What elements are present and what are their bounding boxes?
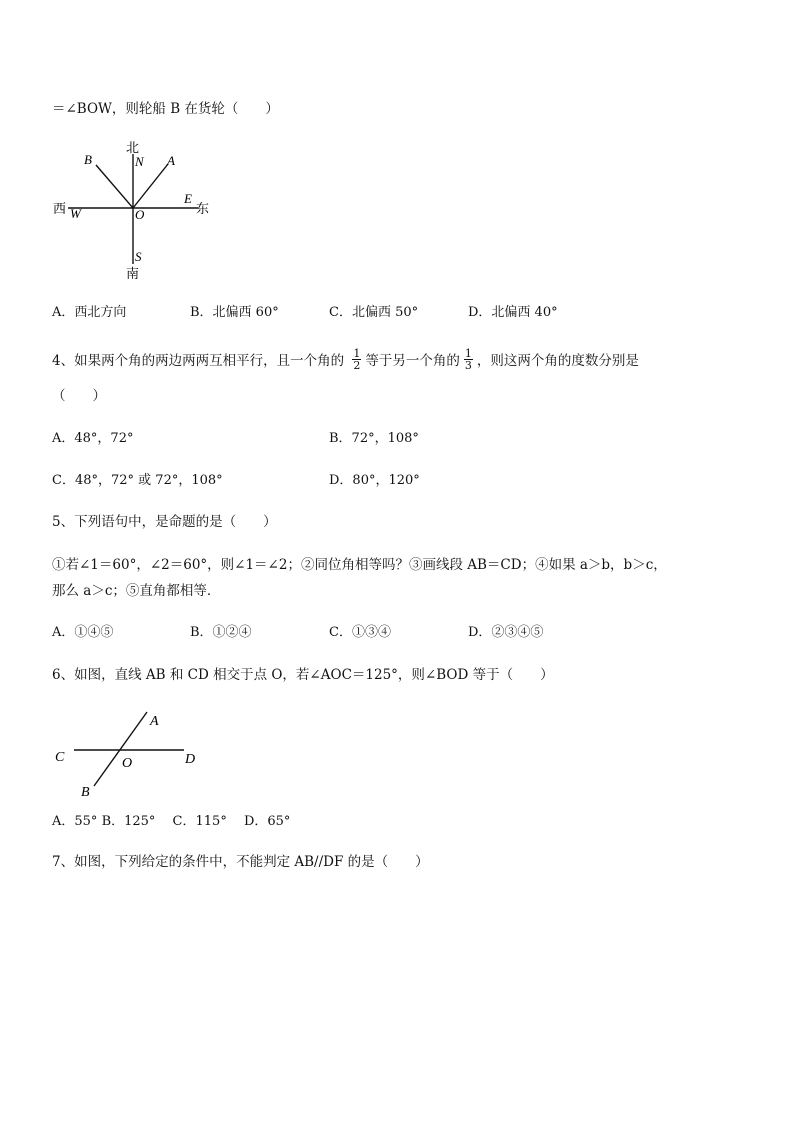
label-a: A [150, 714, 159, 729]
q5-statements-line2: 那么 a＞c；⑤直角都相等． [52, 583, 221, 599]
label-n: N [135, 154, 144, 169]
q4-option-d[interactable]: D．80°，120° [329, 473, 420, 488]
east-label: 东 [196, 202, 210, 217]
q3-option-a[interactable]: A．西北方向 [52, 305, 127, 320]
q5-stem: 5、下列语句中，是命题的是（ ） [52, 514, 277, 530]
q6-options[interactable]: A．55° B．125° C．115° D．65° [52, 814, 291, 829]
q4-frac1-den: 2 [353, 359, 361, 372]
q4-middle: 等于另一个角的 [365, 353, 460, 369]
q4-option-b[interactable]: B．72°，108° [329, 431, 419, 446]
q4-frac2-den: 3 [464, 359, 472, 372]
label-e: E [184, 191, 192, 206]
q3-option-b[interactable]: B．北偏西 60° [190, 305, 279, 320]
q7-stem: 7、如图，下列给定的条件中，不能判定 AB//DF 的是（ ） [52, 854, 429, 870]
south-label: 南 [126, 267, 140, 282]
label-d: D [185, 752, 196, 767]
q5-option-d[interactable]: D．②③④⑤ [468, 625, 544, 640]
q4-prefix: 4、如果两个角的两边两两互相平行，且一个角的 [52, 353, 345, 369]
label-o: O [135, 207, 145, 222]
q5-option-a[interactable]: A．①④⑤ [52, 625, 114, 640]
q4-stem [52, 347, 639, 373]
q5-option-c[interactable]: C．①③④ [329, 625, 391, 640]
q4-paren: （ ） [52, 388, 106, 404]
label-b: B [84, 152, 92, 167]
q4-suffix: ，则这两个角的度数分别是 [476, 353, 639, 369]
label-b: B [81, 785, 90, 800]
q4-frac2-num: 1 [464, 347, 472, 360]
west-label: 西 [53, 202, 67, 217]
q3-option-c[interactable]: C．北偏西 50° [329, 305, 419, 320]
q4-frac1-num: 1 [353, 347, 361, 360]
q4-fraction-third [464, 348, 473, 371]
compass-diagram [50, 138, 230, 283]
label-o: O [122, 756, 133, 771]
q4-fraction-half [352, 348, 361, 371]
q3-option-d[interactable]: D．北偏西 40° [468, 305, 558, 320]
q6-stem: 6、如图，直线 AB 和 CD 相交于点 O，若∠AOC＝125°，则∠BOD 等于（ ） [52, 667, 554, 683]
label-w: W [70, 206, 81, 221]
label-a: A [167, 153, 175, 168]
q4-option-c[interactable]: C．48°，72° 或 72°，108° [52, 473, 223, 488]
label-s: S [135, 249, 142, 264]
q3-stem: ＝∠BOW，则轮船 B 在货轮（ ） [52, 101, 279, 117]
north-label: 北 [126, 141, 140, 156]
label-c: C [55, 750, 65, 765]
intersecting-lines-diagram [50, 708, 220, 803]
q5-statements-line1: ①若∠1＝60°，∠2＝60°，则∠1＝∠2；②同位角相等吗？③画线段 AB＝CD；④如果 a＞b，b＞c， [52, 557, 667, 573]
q4-option-a[interactable]: A．48°，72° [52, 431, 134, 446]
q5-option-b[interactable]: B．①②④ [190, 625, 252, 640]
